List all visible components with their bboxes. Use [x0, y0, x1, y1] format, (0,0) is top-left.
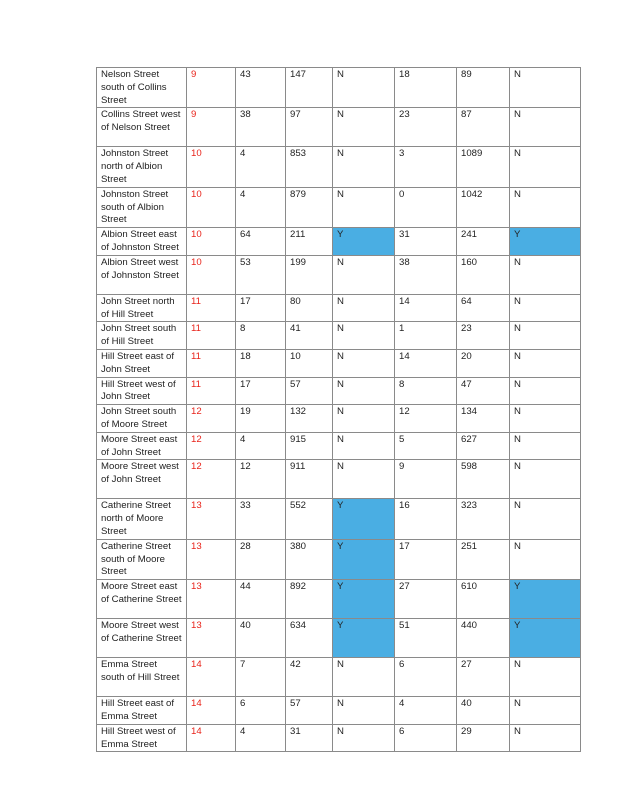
- flag-cell: Y: [510, 619, 581, 658]
- count-cell: 89: [457, 68, 510, 108]
- location-cell: Moore Street east of John Street: [97, 432, 187, 460]
- flag-cell: N: [510, 724, 581, 752]
- flag-cell: N: [333, 460, 395, 499]
- count-cell: 51: [395, 619, 457, 658]
- site-number-cell: 11: [187, 294, 236, 322]
- location-cell: Albion Street east of Johnston Street: [97, 228, 187, 256]
- count-cell: 9: [395, 460, 457, 499]
- count-cell: 134: [457, 405, 510, 433]
- count-cell: 380: [286, 539, 333, 579]
- flag-cell: N: [333, 294, 395, 322]
- table-row: [97, 619, 581, 658]
- site-number-cell: 12: [187, 460, 236, 499]
- count-cell: 28: [236, 539, 286, 579]
- flag-cell: N: [510, 108, 581, 147]
- table-row: [97, 68, 581, 108]
- location-cell: Catherine Street south of Moore Street: [97, 539, 187, 579]
- site-number-cell: 14: [187, 697, 236, 725]
- count-cell: 853: [286, 147, 333, 187]
- traffic-count-table: [96, 67, 581, 752]
- count-cell: 29: [457, 724, 510, 752]
- flag-cell: Y: [510, 580, 581, 619]
- flag-cell: N: [333, 255, 395, 294]
- site-number-cell: 13: [187, 539, 236, 579]
- count-cell: 610: [457, 580, 510, 619]
- site-number-cell: 13: [187, 499, 236, 539]
- location-cell: Moore Street west of Catherine Street: [97, 619, 187, 658]
- flag-cell: Y: [333, 580, 395, 619]
- table-row: [97, 255, 581, 294]
- table-row: [97, 147, 581, 187]
- flag-cell: N: [333, 68, 395, 108]
- count-cell: 40: [457, 697, 510, 725]
- count-cell: 634: [286, 619, 333, 658]
- flag-cell: N: [510, 349, 581, 377]
- count-cell: 160: [457, 255, 510, 294]
- count-cell: 17: [236, 377, 286, 405]
- table-row: [97, 432, 581, 460]
- table-row: [97, 349, 581, 377]
- count-cell: 23: [395, 108, 457, 147]
- count-cell: 132: [286, 405, 333, 433]
- count-cell: 14: [395, 349, 457, 377]
- table-row: [97, 377, 581, 405]
- count-cell: 38: [395, 255, 457, 294]
- count-cell: 31: [395, 228, 457, 256]
- table-row: [97, 697, 581, 725]
- site-number-cell: 14: [187, 658, 236, 697]
- count-cell: 440: [457, 619, 510, 658]
- flag-cell: N: [333, 658, 395, 697]
- flag-cell: N: [510, 147, 581, 187]
- count-cell: 598: [457, 460, 510, 499]
- location-cell: Hill Street west of Emma Street: [97, 724, 187, 752]
- count-cell: 1089: [457, 147, 510, 187]
- count-cell: 211: [286, 228, 333, 256]
- count-cell: 4: [236, 432, 286, 460]
- count-cell: 6: [236, 697, 286, 725]
- site-number-cell: 9: [187, 68, 236, 108]
- site-number-cell: 11: [187, 349, 236, 377]
- site-number-cell: 10: [187, 187, 236, 227]
- location-cell: Moore Street east of Catherine Street: [97, 580, 187, 619]
- flag-cell: Y: [510, 228, 581, 256]
- count-cell: 14: [395, 294, 457, 322]
- location-cell: Albion Street west of Johnston Street: [97, 255, 187, 294]
- site-number-cell: 12: [187, 432, 236, 460]
- table-row: [97, 724, 581, 752]
- location-cell: Hill Street west of John Street: [97, 377, 187, 405]
- flag-cell: N: [510, 377, 581, 405]
- count-cell: 64: [236, 228, 286, 256]
- location-cell: Hill Street east of John Street: [97, 349, 187, 377]
- location-cell: Collins Street west of Nelson Street: [97, 108, 187, 147]
- table-row: [97, 405, 581, 433]
- count-cell: 57: [286, 377, 333, 405]
- count-cell: 251: [457, 539, 510, 579]
- count-cell: 80: [286, 294, 333, 322]
- table-row: [97, 108, 581, 147]
- flag-cell: N: [510, 68, 581, 108]
- count-cell: 1042: [457, 187, 510, 227]
- count-cell: 40: [236, 619, 286, 658]
- flag-cell: Y: [333, 499, 395, 539]
- count-cell: 33: [236, 499, 286, 539]
- table-row: [97, 294, 581, 322]
- location-cell: Johnston Street north of Albion Street: [97, 147, 187, 187]
- count-cell: 23: [457, 322, 510, 350]
- count-cell: 18: [395, 68, 457, 108]
- count-cell: 16: [395, 499, 457, 539]
- flag-cell: N: [510, 405, 581, 433]
- table-row: [97, 580, 581, 619]
- flag-cell: N: [333, 108, 395, 147]
- location-cell: John Street south of Moore Street: [97, 405, 187, 433]
- count-cell: 147: [286, 68, 333, 108]
- flag-cell: N: [510, 460, 581, 499]
- flag-cell: N: [510, 294, 581, 322]
- count-cell: 18: [236, 349, 286, 377]
- flag-cell: N: [333, 147, 395, 187]
- flag-cell: N: [510, 539, 581, 579]
- count-cell: 20: [457, 349, 510, 377]
- flag-cell: N: [333, 697, 395, 725]
- site-number-cell: 9: [187, 108, 236, 147]
- site-number-cell: 13: [187, 619, 236, 658]
- count-cell: 27: [457, 658, 510, 697]
- table-row: [97, 539, 581, 579]
- count-cell: 43: [236, 68, 286, 108]
- table-row: [97, 187, 581, 227]
- count-cell: 64: [457, 294, 510, 322]
- count-cell: 911: [286, 460, 333, 499]
- flag-cell: N: [333, 322, 395, 350]
- count-cell: 17: [236, 294, 286, 322]
- count-cell: 10: [286, 349, 333, 377]
- count-cell: 5: [395, 432, 457, 460]
- count-cell: 552: [286, 499, 333, 539]
- site-number-cell: 12: [187, 405, 236, 433]
- count-cell: 241: [457, 228, 510, 256]
- location-cell: John Street south of Hill Street: [97, 322, 187, 350]
- flag-cell: N: [333, 724, 395, 752]
- count-cell: 47: [457, 377, 510, 405]
- table-row: [97, 460, 581, 499]
- location-cell: Nelson Street south of Collins Street: [97, 68, 187, 108]
- location-cell: Johnston Street south of Albion Street: [97, 187, 187, 227]
- site-number-cell: 10: [187, 228, 236, 256]
- flag-cell: Y: [333, 228, 395, 256]
- count-cell: 27: [395, 580, 457, 619]
- flag-cell: N: [510, 187, 581, 227]
- site-number-cell: 10: [187, 255, 236, 294]
- location-cell: Hill Street east of Emma Street: [97, 697, 187, 725]
- flag-cell: N: [333, 432, 395, 460]
- count-cell: 8: [236, 322, 286, 350]
- count-cell: 4: [236, 147, 286, 187]
- table-row: [97, 228, 581, 256]
- flag-cell: N: [510, 432, 581, 460]
- site-number-cell: 13: [187, 580, 236, 619]
- location-cell: Emma Street south of Hill Street: [97, 658, 187, 697]
- flag-cell: N: [333, 187, 395, 227]
- count-cell: 8: [395, 377, 457, 405]
- site-number-cell: 10: [187, 147, 236, 187]
- flag-cell: N: [510, 658, 581, 697]
- table-row: [97, 322, 581, 350]
- site-number-cell: 11: [187, 322, 236, 350]
- flag-cell: N: [510, 499, 581, 539]
- count-cell: 627: [457, 432, 510, 460]
- count-cell: 12: [236, 460, 286, 499]
- count-cell: 6: [395, 724, 457, 752]
- count-cell: 323: [457, 499, 510, 539]
- count-cell: 892: [286, 580, 333, 619]
- count-cell: 12: [395, 405, 457, 433]
- count-cell: 38: [236, 108, 286, 147]
- count-cell: 915: [286, 432, 333, 460]
- location-cell: John Street north of Hill Street: [97, 294, 187, 322]
- flag-cell: N: [510, 697, 581, 725]
- table-row: [97, 658, 581, 697]
- count-cell: 0: [395, 187, 457, 227]
- count-cell: 199: [286, 255, 333, 294]
- count-cell: 19: [236, 405, 286, 433]
- table-row: [97, 499, 581, 539]
- count-cell: 4: [236, 187, 286, 227]
- site-number-cell: 14: [187, 724, 236, 752]
- count-cell: 87: [457, 108, 510, 147]
- count-cell: 53: [236, 255, 286, 294]
- flag-cell: N: [333, 377, 395, 405]
- count-cell: 44: [236, 580, 286, 619]
- count-cell: 31: [286, 724, 333, 752]
- count-cell: 1: [395, 322, 457, 350]
- count-cell: 42: [286, 658, 333, 697]
- flag-cell: N: [510, 322, 581, 350]
- count-cell: 6: [395, 658, 457, 697]
- count-cell: 7: [236, 658, 286, 697]
- flag-cell: N: [333, 349, 395, 377]
- count-cell: 3: [395, 147, 457, 187]
- count-cell: 4: [236, 724, 286, 752]
- count-cell: 97: [286, 108, 333, 147]
- location-cell: Moore Street west of John Street: [97, 460, 187, 499]
- count-cell: 41: [286, 322, 333, 350]
- count-cell: 17: [395, 539, 457, 579]
- flag-cell: Y: [333, 539, 395, 579]
- count-cell: 4: [395, 697, 457, 725]
- flag-cell: Y: [333, 619, 395, 658]
- site-number-cell: 11: [187, 377, 236, 405]
- count-cell: 57: [286, 697, 333, 725]
- location-cell: Catherine Street north of Moore Street: [97, 499, 187, 539]
- flag-cell: N: [510, 255, 581, 294]
- flag-cell: N: [333, 405, 395, 433]
- count-cell: 879: [286, 187, 333, 227]
